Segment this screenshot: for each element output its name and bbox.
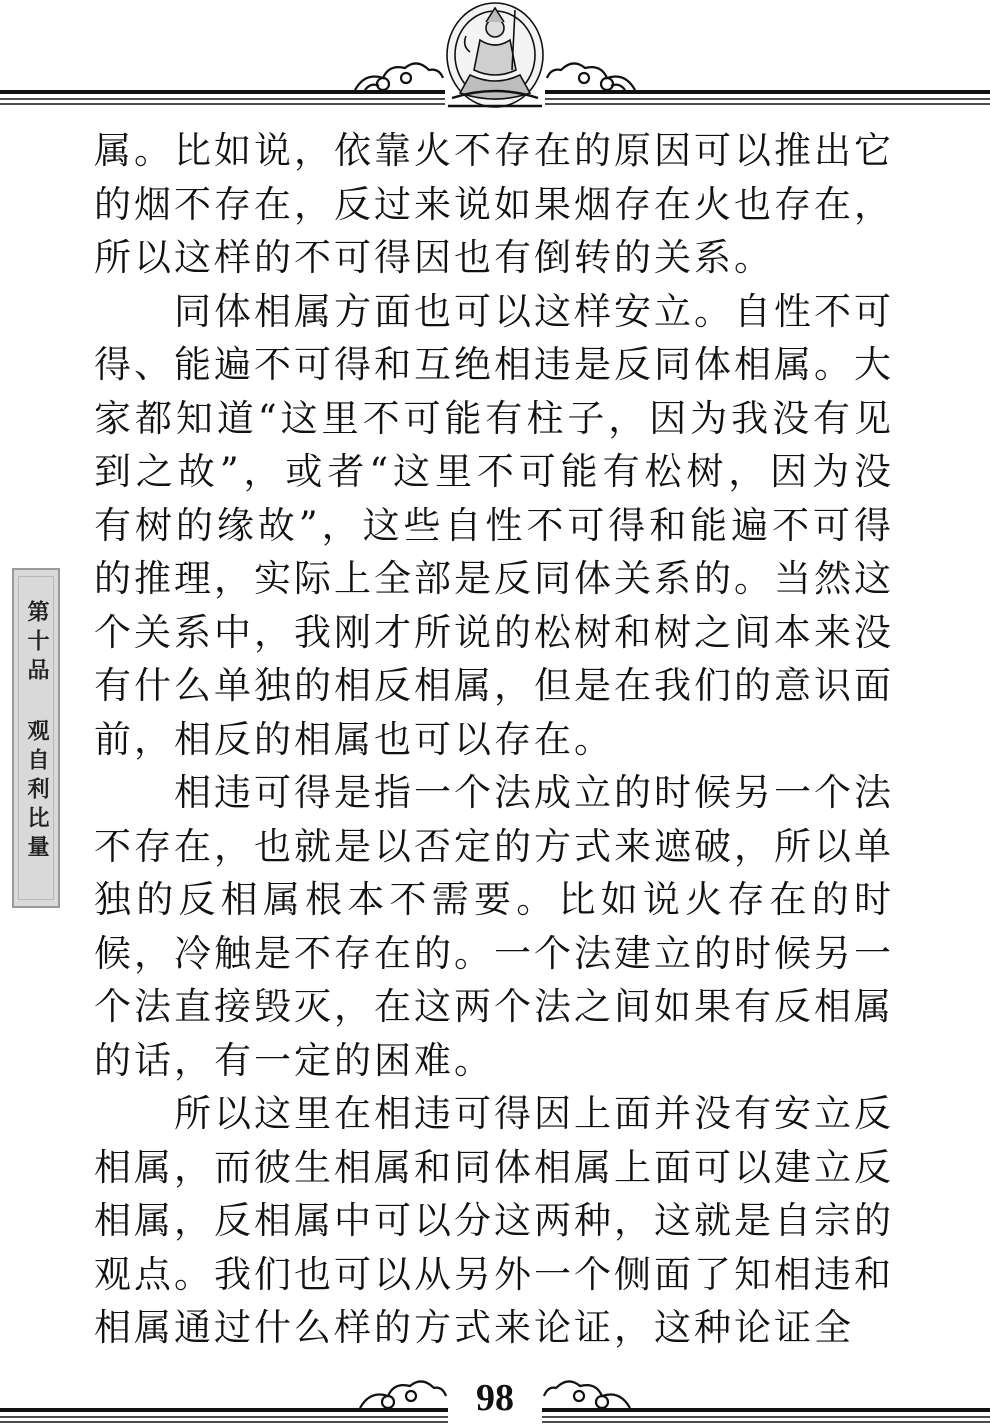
buddha-figure-icon [447,3,543,107]
chapter-side-tab [12,568,60,908]
footer-cloud-right-icon [544,1381,630,1408]
paragraph-3: 相违可得是指一个法成立的时候另一个法不存在，也就是以否定的方式来遮破，所以单独的反相属根本不需要。比如说火存在的时候，冷触是不存在的。一个法建立的时候另一个法直接毁灭，在这两个法之间如果有反相属的话，有一定的困难。 [94,771,894,1082]
header-ornament [0,0,990,115]
cloud-scroll-left-icon [355,63,443,90]
footer-cloud-left-icon [360,1381,446,1408]
paragraph-4: 所以这里在相违可得因上面并没有安立反相属，而彼生相属和同体相属上面可以建立反相属，反相属中可以分这两种，这就是自宗的观点。我们也可以从另外一个侧面了知相违和相属通过什么样的方式来论证，这种论证全 [94,1092,894,1349]
cloud-scroll-right-icon [547,63,635,90]
paragraph-2: 同体相属方面也可以这样安立。自性不可得、能遍不可得和互绝相违是反同体相属。大家都知道“这里不可能有柱子，因为我没有见到之故”，或者“这里不可能有松树，因为没有树的缘故”，这些自性不可得和能遍不可得的推理，实际上全部是反同体关系的。当然这个关系中，我刚才所说的松树和树之间本来没有什么单独的相反相属，但是在我们的意识面前，相反的相属也可以存在。 [94,289,894,761]
header-border-svg [0,0,990,115]
page-body [94,124,894,1355]
page-number: 98 [476,1377,514,1419]
chapter-label: 第十品 观自利比量 [24,600,49,864]
paragraph-1: 属。比如说，依靠火不存在的原因可以推出它的烟不存在，反过来说如果烟存在火也存在，所以这样的不可得因也有倒转的关系。 [94,129,894,279]
